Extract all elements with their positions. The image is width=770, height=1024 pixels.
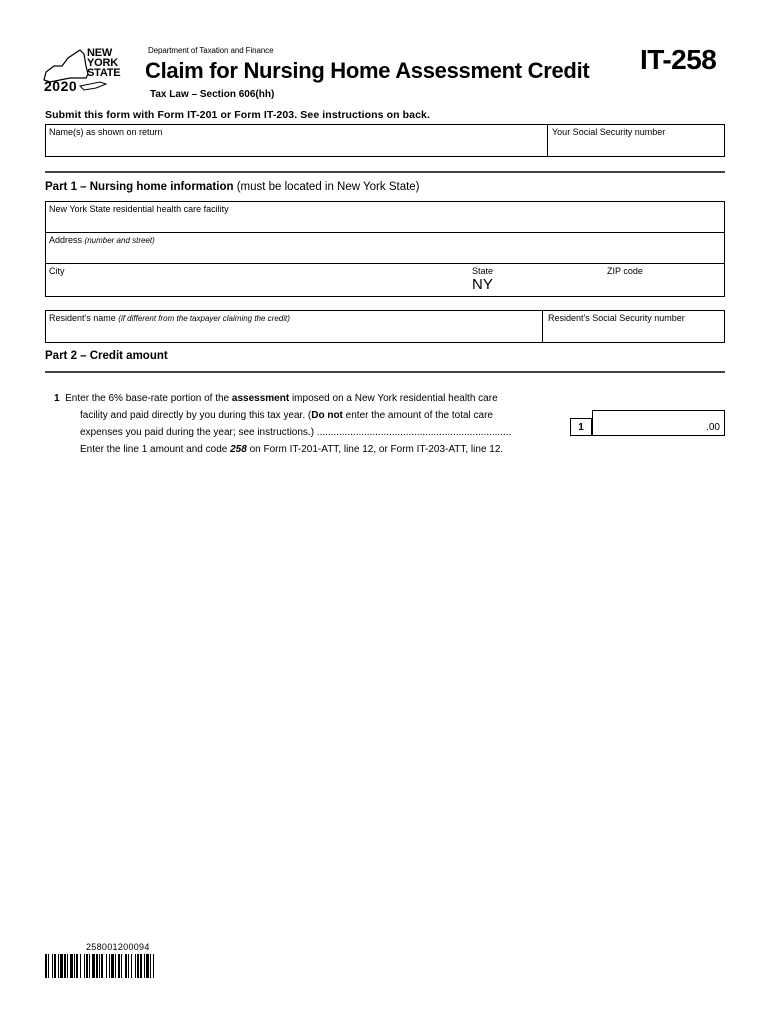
logo-line-new: NEW — [87, 47, 113, 59]
department-name: Department of Taxation and Finance — [148, 46, 274, 55]
city-field[interactable] — [45, 264, 405, 296]
instruction-text-a: Enter the line 1 amount and code — [80, 444, 231, 455]
line1-box-label: 1 — [570, 418, 592, 436]
line1-instruction — [80, 444, 503, 455]
resident-name-label — [49, 313, 290, 323]
address-label-text: Address — [49, 235, 83, 245]
line1-text-d: enter the amount of the total care — [342, 410, 493, 421]
line1-text-c: facility and paid directly by you during this tax year. ( — [80, 410, 312, 421]
line1-number: 1 — [54, 393, 60, 404]
state-label: State — [472, 266, 494, 276]
resident-ssn-field[interactable] — [542, 310, 725, 343]
ssn-field[interactable] — [547, 124, 725, 157]
resident-ssn-label: Resident's Social Security number — [548, 313, 685, 323]
form-title: Claim for Nursing Home Assessment Credit — [145, 58, 590, 83]
line1-cents: .00 — [706, 422, 720, 433]
city-label: City — [49, 266, 65, 276]
submit-instruction: Submit this form with Form IT-201 or Form IT-203. See instructions on back. — [45, 109, 430, 121]
address-field[interactable] — [45, 232, 725, 264]
part1-title — [45, 181, 420, 193]
logo-wordmark — [87, 48, 120, 78]
logo-line-state: STATE — [87, 67, 121, 79]
part2-rule — [45, 371, 725, 373]
facility-field[interactable] — [45, 201, 725, 233]
barcode-number: 258001200094 — [86, 942, 150, 952]
logo-line-york: YORK — [87, 57, 118, 69]
instruction-code: 258 — [230, 444, 247, 455]
zip-field[interactable] — [610, 264, 724, 296]
state-value: NY — [472, 276, 493, 293]
form-year: 2020 — [44, 78, 78, 94]
line1-text-e: expenses you paid during the year; see instructions.) ...................................................................... — [80, 427, 512, 438]
resident-name-label-text: Resident's name — [49, 313, 116, 323]
names-label: Name(s) as shown on return — [49, 127, 163, 137]
instruction-text-b: on Form IT-201-ATT, line 12, or Form IT-203-ATT, line 12. — [246, 444, 504, 455]
line1-amount-field[interactable] — [592, 410, 725, 436]
address-label — [49, 235, 155, 245]
line1-text — [54, 390, 574, 441]
names-field[interactable] — [45, 124, 548, 157]
line1-text-b: imposed on a New York residential health care — [289, 393, 498, 404]
barcode-icon — [45, 954, 195, 978]
part1-title-note: (must be located in New York State) — [233, 181, 420, 193]
facility-label: New York State residential health care facility — [49, 204, 229, 214]
line1-bold-do-not: Do not — [311, 410, 343, 421]
part1-title-bold: Part 1 – Nursing home information — [45, 181, 234, 193]
resident-name-field[interactable] — [45, 310, 543, 343]
part1-rule — [45, 171, 725, 173]
zip-label: ZIP code — [607, 266, 643, 276]
address-hint: (number and street) — [84, 236, 155, 245]
tax-law-reference: Tax Law – Section 606(hh) — [150, 89, 275, 100]
form-number: IT-258 — [640, 44, 717, 75]
ssn-label: Your Social Security number — [552, 127, 666, 137]
part2-title: Part 2 – Credit amount — [45, 350, 168, 362]
resident-name-hint: (if different from the taxpayer claiming the credit) — [118, 314, 290, 323]
line1-text-a: Enter the 6% base-rate portion of the — [65, 393, 232, 404]
line1-bold-assessment: assessment — [231, 393, 290, 404]
